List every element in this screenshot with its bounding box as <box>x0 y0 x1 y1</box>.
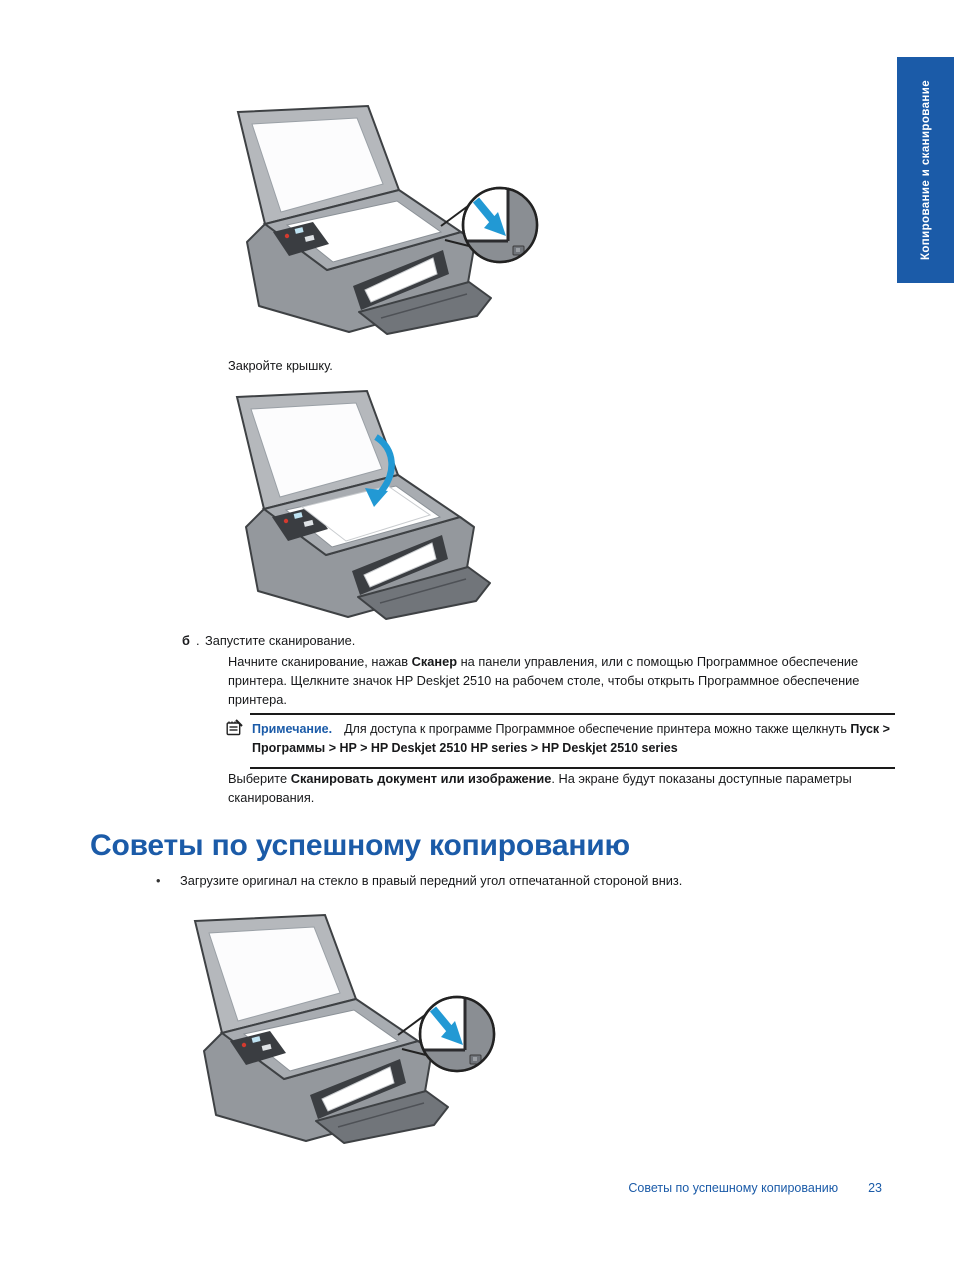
footer-section-title: Советы по успешному копированию <box>628 1181 839 1195</box>
note-label: Примечание. <box>252 722 333 736</box>
close-lid-text: Закройте крышку. <box>228 358 333 373</box>
printer-illustration-3 <box>186 903 502 1155</box>
step-b <box>182 631 355 650</box>
chapter-tab-label: Копирование и сканирование <box>919 79 932 261</box>
note-box <box>226 713 898 769</box>
page-footer <box>628 1181 882 1195</box>
scan-instructions-paragraph: Начните сканирование, нажав Сканер на панели управления, или с помощью Программное обеспечение принтера. Щелкните значок HP Deskjet 2510 на рабочем столе, чтобы открыть Программное обеспечение принтера. <box>228 654 860 707</box>
tip-bullet-item <box>156 871 856 890</box>
step-b-dot: . <box>196 633 200 648</box>
printer-illustration-1 <box>229 94 545 346</box>
tip-bullet-text: Загрузите оригинал на стекло в правый передний угол отпечатанной стороной вниз. <box>180 873 683 888</box>
printer-illustration-2 <box>228 379 544 631</box>
note-text: Для доступа к программе Программное обеспечение принтера можно также щелкнуть Пуск > Программы > HP > HP Deskjet 2510 HP series > HP Deskjet 2510 series <box>252 722 890 755</box>
note-icon <box>226 719 243 736</box>
note-body <box>250 713 895 769</box>
section-heading: Советы по успешному копированию <box>90 829 630 862</box>
step-b-label: б <box>182 633 190 648</box>
bullet-icon: • <box>156 873 161 888</box>
step-b-title: Запустите сканирование. <box>205 633 356 648</box>
chapter-tab <box>897 57 954 283</box>
footer-page-number: 23 <box>868 1181 882 1195</box>
select-scan-paragraph: Выберите Сканировать документ или изображение. На экране будут показаны доступные параметры сканирования. <box>228 771 852 805</box>
